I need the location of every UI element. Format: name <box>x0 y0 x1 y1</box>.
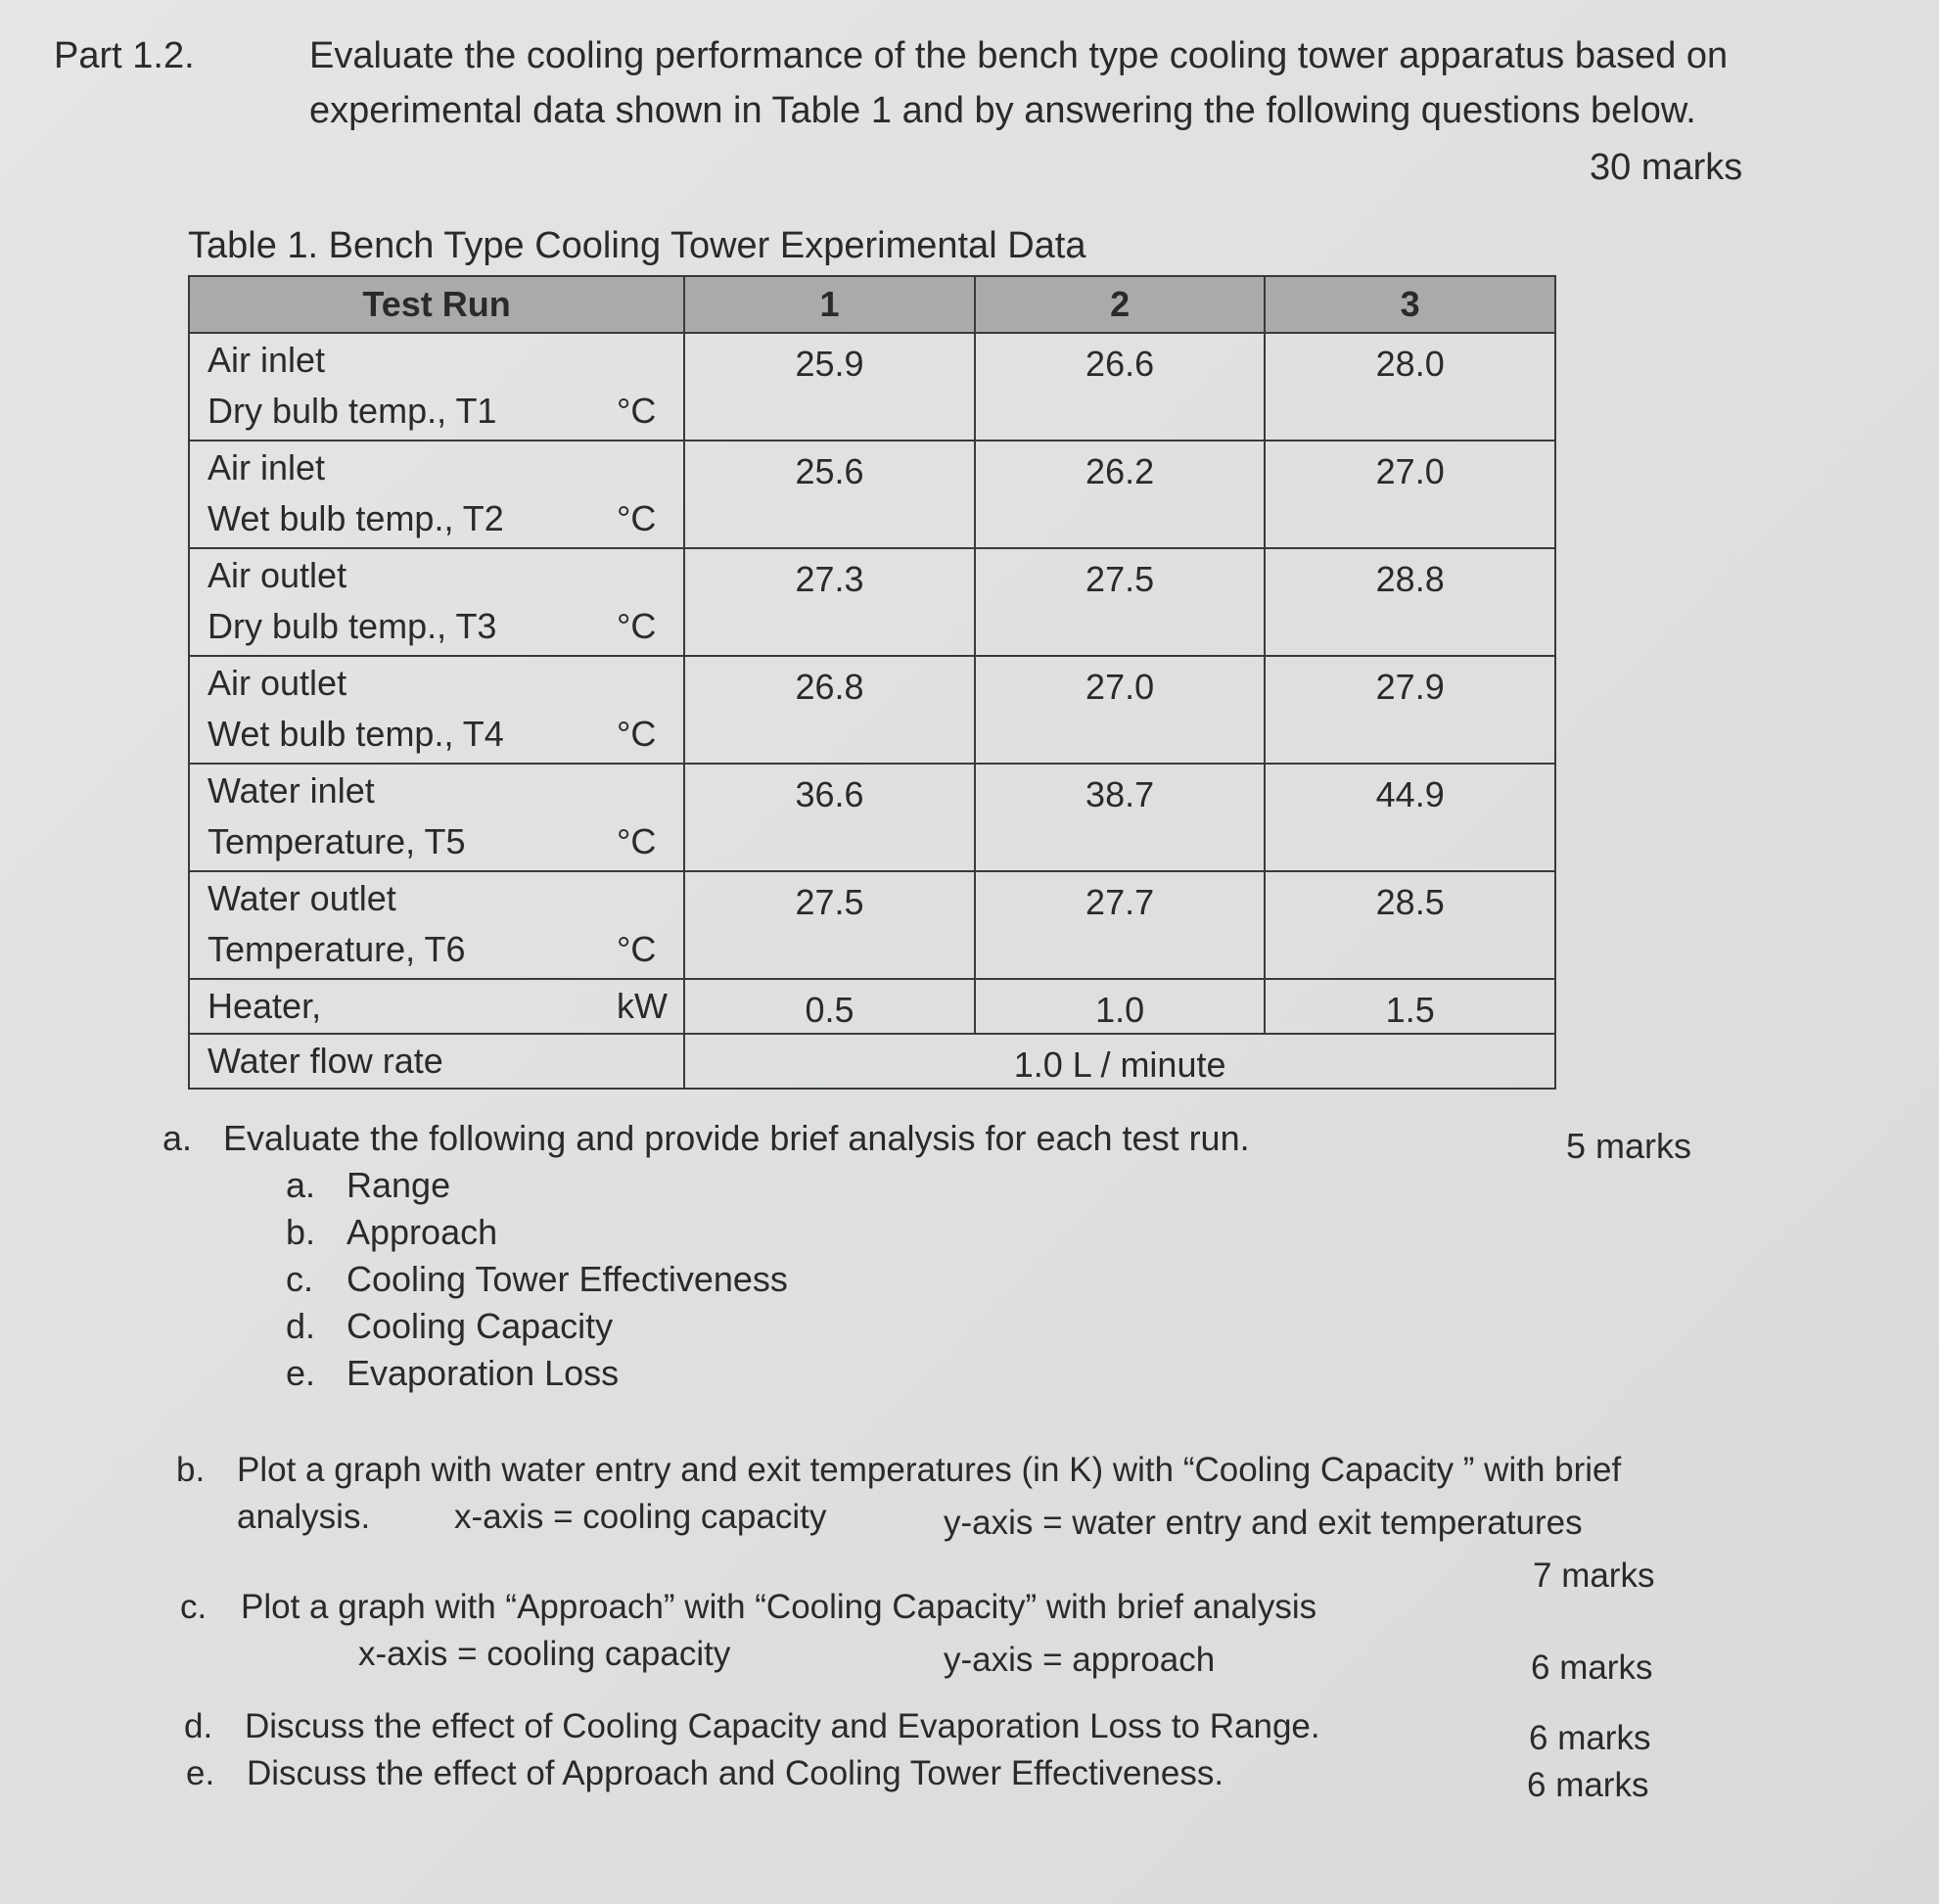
table-cell: 27.5 <box>684 871 975 979</box>
question-e-marks: 6 marks <box>1527 1766 1649 1804</box>
question-e-letter: e. <box>186 1754 215 1792</box>
unit: °C <box>617 714 657 754</box>
sub-item-letter: b. <box>286 1212 316 1252</box>
question-a-text: Evaluate the following and provide brief analysis for each test run. <box>223 1118 1250 1158</box>
table-cell: 27.0 <box>1265 441 1555 548</box>
unit: °C <box>617 929 657 969</box>
table-cell: 25.9 <box>684 333 975 441</box>
question-b-text: Plot a graph with water entry and exit temperatures (in K) with “Cooling Capacity ” with brief <box>237 1451 1622 1489</box>
row-label: Water inlet <box>208 770 375 811</box>
sub-item-effectiveness: Cooling Tower Effectiveness <box>346 1259 788 1299</box>
flow-row <box>189 1034 1555 1089</box>
table-cell: 26.2 <box>975 441 1266 548</box>
sub-item-letter: e. <box>286 1353 316 1393</box>
table-row <box>189 333 1555 441</box>
test-run-header: Test Run <box>189 276 684 333</box>
run-3-header: 3 <box>1265 276 1555 333</box>
sub-item-approach: Approach <box>346 1212 498 1252</box>
row-sublabel: Temperature, T6 <box>208 929 466 969</box>
table-cell: 1.5 <box>1265 979 1555 1034</box>
table-cell: 26.8 <box>684 656 975 764</box>
row-sublabel: Wet bulb temp., T4 <box>208 714 504 754</box>
question-c-yaxis: y-axis = approach <box>944 1641 1216 1679</box>
table-cell: 28.8 <box>1265 548 1555 656</box>
flow-value: 1.0 L / minute <box>684 1034 1555 1089</box>
flow-label: Water flow rate <box>208 1041 443 1081</box>
row-label: Air outlet <box>208 663 347 703</box>
sub-item-letter: a. <box>286 1165 316 1205</box>
row-label: Air outlet <box>208 555 347 595</box>
question-d-letter: d. <box>184 1707 213 1745</box>
run-2-header: 2 <box>975 276 1266 333</box>
question-c-marks: 6 marks <box>1531 1649 1653 1687</box>
sub-item-letter: c. <box>286 1259 314 1299</box>
instruction-line-1: Evaluate the cooling performance of the bench type cooling tower apparatus based on <box>309 35 1729 76</box>
question-a-letter: a. <box>162 1118 193 1158</box>
row-sublabel: Wet bulb temp., T2 <box>208 498 504 538</box>
question-b-marks: 7 marks <box>1533 1556 1655 1595</box>
table-cell: 27.7 <box>975 871 1266 979</box>
table-cell: 38.7 <box>975 764 1266 871</box>
table-row <box>189 871 1555 979</box>
unit: °C <box>617 498 657 538</box>
row-label: Air inlet <box>208 340 326 380</box>
table-row <box>189 548 1555 656</box>
table-cell: 28.5 <box>1265 871 1555 979</box>
experimental-data-table <box>188 275 1556 1090</box>
table-cell: 27.5 <box>975 548 1266 656</box>
part-label: Part 1.2. <box>54 35 195 76</box>
question-a-marks: 5 marks <box>1566 1126 1692 1166</box>
table-cell: 27.0 <box>975 656 1266 764</box>
sub-item-letter: d. <box>286 1306 316 1346</box>
sub-item-range: Range <box>346 1165 451 1205</box>
table-row <box>189 764 1555 871</box>
row-sublabel: Temperature, T5 <box>208 821 466 861</box>
table-cell: 25.6 <box>684 441 975 548</box>
question-c-text: Plot a graph with “Approach” with “Cooling Capacity” with brief analysis <box>241 1588 1317 1626</box>
table-cell: 26.6 <box>975 333 1266 441</box>
question-b-analysis: analysis. <box>237 1498 371 1536</box>
table-cell: 36.6 <box>684 764 975 871</box>
table-cell: 1.0 <box>975 979 1266 1034</box>
question-b-yaxis: y-axis = water entry and exit temperatures <box>944 1504 1583 1542</box>
unit: °C <box>617 606 657 646</box>
table-cell: 44.9 <box>1265 764 1555 871</box>
run-1-header: 1 <box>684 276 975 333</box>
table-cell: 27.9 <box>1265 656 1555 764</box>
table-cell: 0.5 <box>684 979 975 1034</box>
question-c-letter: c. <box>180 1588 208 1626</box>
table-caption: Table 1. Bench Type Cooling Tower Experimental Data <box>188 225 1086 266</box>
table-cell: 27.3 <box>684 548 975 656</box>
sub-item-cooling-capacity: Cooling Capacity <box>346 1306 614 1346</box>
row-label: Air inlet <box>208 447 326 488</box>
row-label: Water outlet <box>208 878 396 918</box>
table-row <box>189 656 1555 764</box>
heater-unit: kW <box>617 986 668 1026</box>
heater-label: Heater, <box>208 986 322 1026</box>
total-marks: 30 marks <box>1590 147 1743 188</box>
row-sublabel: Dry bulb temp., T1 <box>208 391 497 431</box>
table-cell: 28.0 <box>1265 333 1555 441</box>
question-b-letter: b. <box>176 1451 206 1489</box>
question-d-text: Discuss the effect of Cooling Capacity and Evaporation Loss to Range. <box>245 1707 1320 1745</box>
unit: °C <box>617 821 657 861</box>
heater-row <box>189 979 1555 1034</box>
question-c-xaxis: x-axis = cooling capacity <box>358 1635 731 1673</box>
instruction-line-2: experimental data shown in Table 1 and by answering the following questions below. <box>309 90 1696 131</box>
sub-item-evaporation-loss: Evaporation Loss <box>346 1353 620 1393</box>
question-b-xaxis: x-axis = cooling capacity <box>454 1498 827 1536</box>
table-header-row <box>189 276 1555 333</box>
question-e-text: Discuss the effect of Approach and Cooling Tower Effectiveness. <box>247 1754 1224 1792</box>
table-row <box>189 441 1555 548</box>
question-d-marks: 6 marks <box>1529 1719 1651 1757</box>
row-sublabel: Dry bulb temp., T3 <box>208 606 497 646</box>
unit: °C <box>617 391 657 431</box>
